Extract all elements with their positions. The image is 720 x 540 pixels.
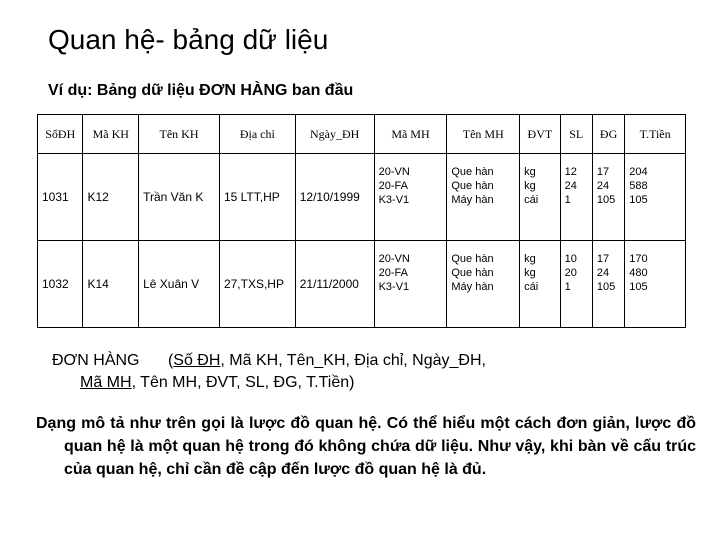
column-header: Ngày_ĐH xyxy=(295,115,374,154)
table-cell-text: 17 24 105 xyxy=(596,253,616,293)
table-cell xyxy=(560,241,592,328)
table-cell-text: 170 480 105 xyxy=(629,253,648,293)
table-row xyxy=(38,241,686,328)
schema-relation-name: ĐƠN HÀNG xyxy=(52,352,140,369)
table-cell-text: Que hàn Que hàn Máy hàn xyxy=(451,253,494,293)
table-cell xyxy=(592,241,624,328)
column-header: Tên MH xyxy=(447,115,520,154)
page-title: Quan hệ- bảng dữ liệu xyxy=(48,24,329,55)
table-cell xyxy=(560,154,592,241)
column-header: ĐG xyxy=(592,115,624,154)
column-header: SL xyxy=(560,115,592,154)
table-cell-text: 10 20 1 xyxy=(564,253,577,293)
paragraph-text: Dạng mô tả như trên gọi là lược đồ quan hệ. Có thể hiểu một cách đơn giản, lược đồ quan hệ là một quan hệ trong đó không chứa dữ liệu. Như vậy, khi bàn về cấu trúc của quan hệ, chỉ cần đề cập đến lược đồ quan hệ là đủ. xyxy=(36,415,696,478)
schema-open-paren: ( xyxy=(167,352,174,369)
table-cell-text: 20-VN 20-FA K3-V1 xyxy=(378,253,410,293)
table-cell xyxy=(592,154,624,241)
explanation-paragraph xyxy=(36,412,696,481)
table-cell xyxy=(625,154,686,241)
table-cell: Lê Xuân V xyxy=(139,241,220,328)
table-cell xyxy=(374,154,447,241)
table-cell: 27,TXS,HP xyxy=(219,241,295,328)
column-header: Mã MH xyxy=(374,115,447,154)
column-header: ĐVT xyxy=(520,115,560,154)
table-cell xyxy=(520,241,560,328)
table-cell-text: 204 588 105 xyxy=(629,166,648,206)
table-cell-text: 12 24 1 xyxy=(564,166,577,206)
column-header: Địa chỉ xyxy=(219,115,295,154)
table-cell xyxy=(520,154,560,241)
schema-key-attribute: Mã MH xyxy=(80,374,132,391)
table-cell-text: 17 24 105 xyxy=(596,166,616,206)
schema-attributes: , Mã KH, Tên_KH, Địa chỉ, Ngày_ĐH, xyxy=(220,352,486,369)
relation-schema xyxy=(52,350,486,394)
table-cell-text: 20-VN 20-FA K3-V1 xyxy=(378,166,410,206)
table-cell: 1031 xyxy=(38,154,83,241)
column-header: Mã KH xyxy=(83,115,139,154)
orders-table xyxy=(37,114,686,328)
example-label: Ví dụ: Bảng dữ liệu ĐƠN HÀNG ban đầu xyxy=(48,82,354,99)
table-cell-text: kg kg cái xyxy=(524,166,539,206)
table-cell: 12/10/1999 xyxy=(295,154,374,241)
column-header: T.Tiền xyxy=(625,115,686,154)
table-cell: 15 LTT,HP xyxy=(219,154,295,241)
table-cell xyxy=(374,241,447,328)
column-header: Tên KH xyxy=(139,115,220,154)
table-cell xyxy=(625,241,686,328)
table-cell: K14 xyxy=(83,241,139,328)
table-cell: 1032 xyxy=(38,241,83,328)
table-cell xyxy=(447,241,520,328)
schema-key-attribute: Số ĐH xyxy=(173,352,221,369)
column-header: SốĐH xyxy=(38,115,83,154)
schema-attributes: , Tên MH, ĐVT, SL, ĐG, T.Tiền) xyxy=(131,374,355,391)
table-cell-text: Que hàn Que hàn Máy hàn xyxy=(451,166,494,206)
table-cell: Trần Văn K xyxy=(139,154,220,241)
table-cell xyxy=(447,154,520,241)
table-cell-text: kg kg cái xyxy=(524,253,539,293)
table-row xyxy=(38,154,686,241)
table-cell: K12 xyxy=(83,154,139,241)
table-header-row xyxy=(38,115,686,154)
table-cell: 21/11/2000 xyxy=(295,241,374,328)
